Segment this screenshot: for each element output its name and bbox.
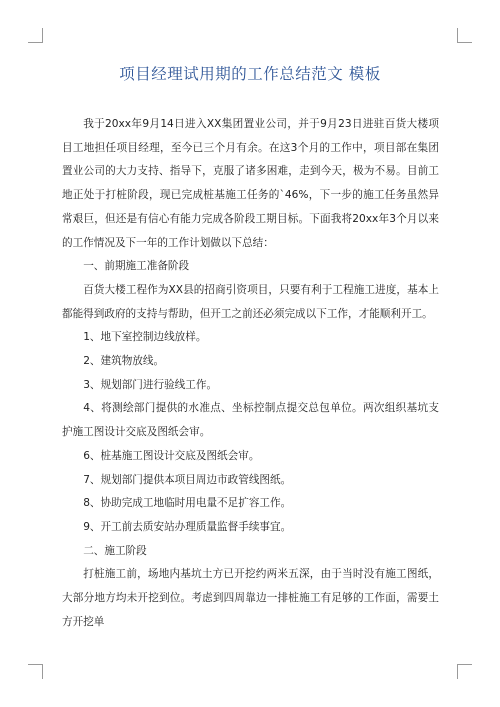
document-title: 项目经理试用期的工作总结范文 模板 <box>119 65 381 83</box>
crop-mark-bottom-right <box>457 664 472 679</box>
list-item-6: 6、桩基施工图设计交底及图纸会审。 <box>83 449 260 462</box>
list-item-1: 1、地下室控制边线放样。 <box>83 331 207 344</box>
section-2-paragraph: 打桩施工前，场地内基坑土方已开挖约两米五深，由于当时没有施工图纸，大部分地方均未开挖到位。考虑到四周靠边一排桩施工有足够的工作面，需要土方开挖单 <box>62 568 439 628</box>
intro-paragraph: 我于20xx年9月14日进入XX集团置业公司，并于9月23日进驻百货大楼项目工地担任项目经理，至今已三个月有余。在这3个月的工作中，项目部在集团置业公司的大力支持、指导下，克服了诸多困难，走到今天，极为不易。目前工地正处于打桩阶段，现已完成桩基施工任务的`46%，下一步的施工任务虽然异常艰巨，但还是有信心有能力完成各阶段工期目标。下面我将20xx年3个月以来的工作情况及下一年的工作计划做以下总结： <box>62 118 439 249</box>
list-item-4: 4、将测绘部门提供的水准点、坐标控制点提交总包单位。两次组织基坑支护施工图设计交底及图纸会审。 <box>62 402 439 439</box>
section-heading-1: 一、前期施工准备阶段 <box>83 260 190 273</box>
crop-mark-bottom-left <box>28 664 43 679</box>
section-heading-2: 二、施工阶段 <box>83 544 147 557</box>
list-item-2: 2、建筑物放线。 <box>83 355 165 368</box>
document-body <box>62 113 439 634</box>
list-item-3: 3、规划部门进行验线工作。 <box>83 378 218 391</box>
crop-mark-top-left <box>28 28 43 43</box>
list-item-8: 8、协助完成工地临时用电量不足扩容工作。 <box>83 497 292 510</box>
section-1-paragraph: 百货大楼工程作为XX县的招商引资项目，只要有利于工程施工进度，基本上都能得到政府的支持与帮助，但开工之前还必须完成以下工作，才能顺利开工。 <box>62 283 439 320</box>
list-item-9: 9、开工前去质安站办理质量监督手续事宜。 <box>83 520 292 533</box>
list-item-7: 7、规划部门提供本项目周边市政管线图纸。 <box>83 473 292 486</box>
crop-mark-top-right <box>457 28 472 43</box>
